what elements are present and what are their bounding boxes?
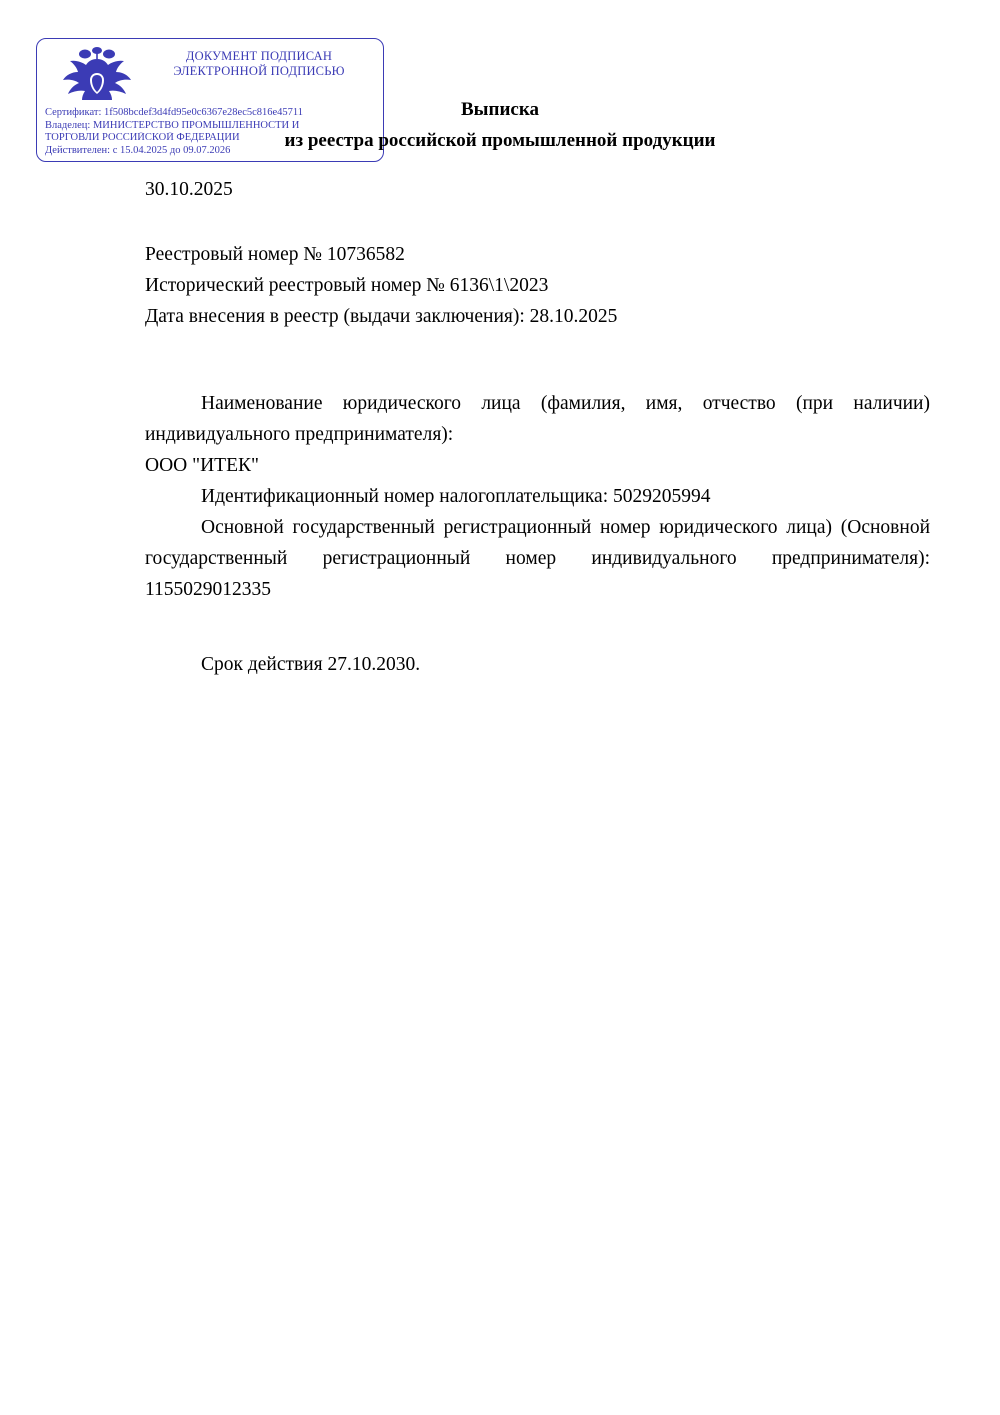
stamp-title-line1: ДОКУМЕНТ ПОДПИСАН xyxy=(185,49,333,63)
stamp-certificate: Сертификат: 1f508bcdef3d4fd95e0c6367e28ec5c816e45711 xyxy=(45,107,304,118)
stamp-owner-line1: Владелец: МИНИСТЕРСТВО ПРОМЫШЛЕННОСТИ И xyxy=(45,119,300,131)
validity-period: Срок действия 27.10.2030. xyxy=(201,654,421,675)
historical-registry-number: Исторический реестровый номер № 6136\1\2023 xyxy=(145,275,549,296)
page-title-line2: из реестра российской промышленной продукции xyxy=(284,130,716,151)
entity-name: ООО "ИТЕК" xyxy=(145,455,259,476)
stamp-validity: Действителен: с 15.04.2025 до 09.07.2026 xyxy=(45,144,231,156)
stamp-title-line2: ЭЛЕКТРОННОЙ ПОДПИСЬЮ xyxy=(173,64,345,78)
registry-number: Реестровый номер № 10736582 xyxy=(145,244,405,265)
registry-block xyxy=(145,239,930,332)
document-date: 30.10.2025 xyxy=(145,179,233,200)
spacer xyxy=(145,332,930,388)
page-title-line1: Выписка xyxy=(461,99,539,120)
document-body xyxy=(145,174,930,680)
stamp-title xyxy=(143,49,375,79)
ogrn-number: Основной государственный регистрационный номер юридического лица) (Основной государственный регистрационный номер индивидуального предпринимателя): 1155029012335 xyxy=(145,517,930,600)
entity-label: Наименование юридического лица (фамилия, имя, отчество (при наличии) индивидуального предпринимателя): xyxy=(145,393,930,445)
stamp-owner-line2: ТОРГОВЛИ РОССИЙСКОЙ ФЕДЕРАЦИИ xyxy=(45,132,240,144)
page-title xyxy=(0,94,1000,156)
spacer xyxy=(145,605,930,649)
taxpayer-number: Идентификационный номер налогоплательщика: 5029205994 xyxy=(201,486,711,507)
registry-entry-date: Дата внесения в реестр (выдачи заключения): 28.10.2025 xyxy=(145,306,618,327)
